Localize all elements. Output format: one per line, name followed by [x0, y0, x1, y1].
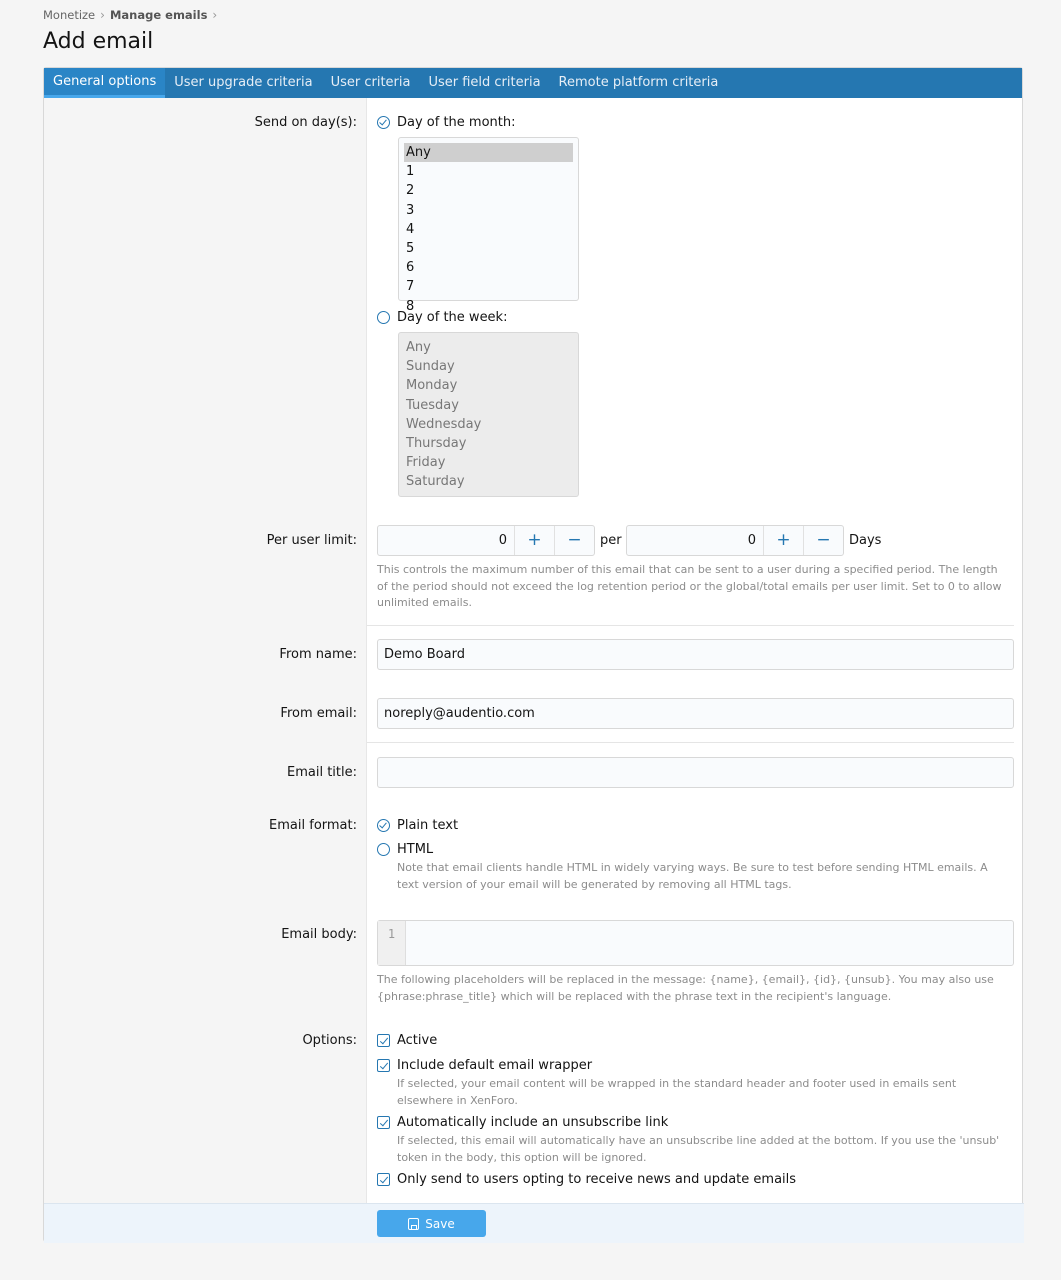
- list-item: Tuesday: [406, 397, 459, 413]
- tab-bar: [44, 68, 1022, 98]
- chevron-right-icon: ›: [212, 8, 218, 22]
- email-format-label: Email format:: [269, 818, 357, 833]
- send-days-label: Send on day(s):: [254, 115, 357, 130]
- unsubscribe-label: Automatically include an unsubscribe link: [397, 1115, 669, 1130]
- period-unit: Days: [849, 533, 882, 548]
- day-of-week-label: Day of the week:: [397, 310, 508, 325]
- breadcrumb-monetize[interactable]: Monetize: [43, 8, 96, 22]
- tab-user-upgrade-criteria[interactable]: User upgrade criteria: [174, 75, 313, 90]
- day-of-week-listbox[interactable]: [398, 332, 579, 497]
- period-stepper[interactable]: [626, 525, 844, 556]
- list-item[interactable]: 3: [406, 202, 415, 218]
- tab-general-options[interactable]: General options: [44, 68, 165, 98]
- day-of-week-radio[interactable]: [377, 310, 507, 325]
- form-block: [43, 67, 1023, 1242]
- html-radio[interactable]: [377, 842, 433, 857]
- limit-decrement-button[interactable]: −: [554, 526, 594, 555]
- period-value[interactable]: 0: [747, 533, 756, 548]
- tab-user-field-criteria[interactable]: User field criteria: [428, 75, 541, 90]
- list-item[interactable]: 7: [406, 279, 415, 295]
- unsubscribe-hint: If selected, this email will automatically have an unsubscribe line added at the bottom. If you use the 'unsub' token in the body, this option will be ignored.: [397, 1134, 1000, 1164]
- email-body-editor[interactable]: [377, 920, 1014, 966]
- list-item[interactable]: Any: [404, 143, 573, 162]
- checkbox-checked-icon: [377, 1034, 390, 1047]
- list-item[interactable]: 4: [406, 221, 415, 237]
- save-icon: [408, 1218, 419, 1230]
- list-item: Sunday: [406, 359, 455, 375]
- email-title-input[interactable]: [377, 757, 1014, 788]
- radio-unchecked-icon: [377, 843, 390, 856]
- checkbox-checked-icon: [377, 1059, 390, 1072]
- divider: [367, 625, 1014, 626]
- day-of-month-listbox[interactable]: [398, 137, 579, 314]
- active-label: Active: [397, 1033, 438, 1048]
- per-user-limit-hint: This controls the maximum number of this email that can be sent to a user during a specified period. The length of the period should not exceed the log retention period or the global/total emails per user limit. Set to 0 to allow unlimited emails.: [377, 563, 1002, 609]
- list-item[interactable]: 5: [406, 240, 415, 256]
- active-checkbox[interactable]: [377, 1033, 437, 1048]
- chevron-right-icon: ›: [100, 8, 105, 22]
- radio-checked-icon: [377, 116, 390, 129]
- breadcrumb: [43, 8, 222, 22]
- unsubscribe-checkbox[interactable]: [377, 1115, 668, 1130]
- list-item: Wednesday: [406, 416, 482, 432]
- checkbox-checked-icon: [377, 1116, 390, 1129]
- from-name-input[interactable]: Demo Board: [377, 639, 1014, 670]
- list-item[interactable]: 8: [406, 298, 415, 314]
- news-checkbox[interactable]: [377, 1172, 796, 1187]
- list-item: Any: [406, 340, 431, 355]
- news-label: Only send to users opting to receive news and update emails: [397, 1172, 797, 1187]
- limit-value[interactable]: 0: [498, 533, 507, 548]
- radio-checked-icon: [377, 819, 390, 832]
- period-decrement-button[interactable]: −: [803, 526, 843, 555]
- list-item[interactable]: 2: [406, 183, 415, 199]
- save-label: Save: [425, 1216, 455, 1231]
- line-number: 1: [378, 921, 406, 965]
- plain-text-radio[interactable]: [377, 818, 458, 833]
- limit-increment-button[interactable]: +: [514, 526, 554, 555]
- wrapper-label: Include default email wrapper: [397, 1058, 593, 1073]
- day-of-month-radio[interactable]: [377, 115, 516, 130]
- wrapper-hint: If selected, your email content will be wrapped in the standard header and footer used in emails sent elsewhere in XenForo.: [397, 1077, 957, 1107]
- list-item: Saturday: [406, 474, 465, 490]
- day-of-month-label: Day of the month:: [397, 115, 516, 130]
- from-name-label: From name:: [279, 647, 357, 662]
- html-label: HTML: [397, 842, 434, 857]
- from-email-label: From email:: [280, 706, 357, 721]
- checkbox-checked-icon: [377, 1173, 390, 1186]
- email-title-label: Email title:: [287, 765, 357, 780]
- list-item[interactable]: 1: [406, 164, 415, 180]
- list-item[interactable]: 6: [406, 260, 415, 276]
- list-item: Friday: [406, 455, 446, 471]
- plain-text-label: Plain text: [397, 818, 459, 833]
- wrapper-checkbox[interactable]: [377, 1058, 592, 1073]
- list-item: Monday: [406, 378, 458, 394]
- save-button[interactable]: [377, 1210, 486, 1237]
- html-hint: Note that email clients handle HTML in widely varying ways. Be sure to test before sending HTML emails. A text version of your email will be generated by removing all HTML tags.: [397, 861, 988, 891]
- form-body: [44, 98, 1022, 1203]
- from-email-input[interactable]: noreply@audentio.com: [377, 698, 1014, 729]
- email-body-hint: The following placeholders will be replaced in the message: {name}, {email}, {id}, {unsub}. You may also use {phrase:phrase_title} which will be replaced with the phrase text in the recipient's language.: [377, 973, 994, 1003]
- list-item: Thursday: [406, 435, 467, 451]
- page-title: Add email: [43, 29, 154, 54]
- tab-remote-platform-criteria[interactable]: Remote platform criteria: [558, 75, 719, 90]
- form-footer: [44, 1203, 1024, 1243]
- limit-stepper[interactable]: [377, 525, 595, 556]
- divider: [367, 742, 1014, 743]
- period-increment-button[interactable]: +: [763, 526, 803, 555]
- options-label: Options:: [302, 1033, 357, 1048]
- per-user-limit-label: Per user limit:: [266, 533, 357, 548]
- email-body-label: Email body:: [281, 927, 357, 942]
- radio-unchecked-icon: [377, 311, 390, 324]
- breadcrumb-manage-emails[interactable]: Manage emails: [109, 8, 208, 22]
- per-text: per: [600, 533, 622, 548]
- tab-user-criteria[interactable]: User criteria: [330, 75, 411, 90]
